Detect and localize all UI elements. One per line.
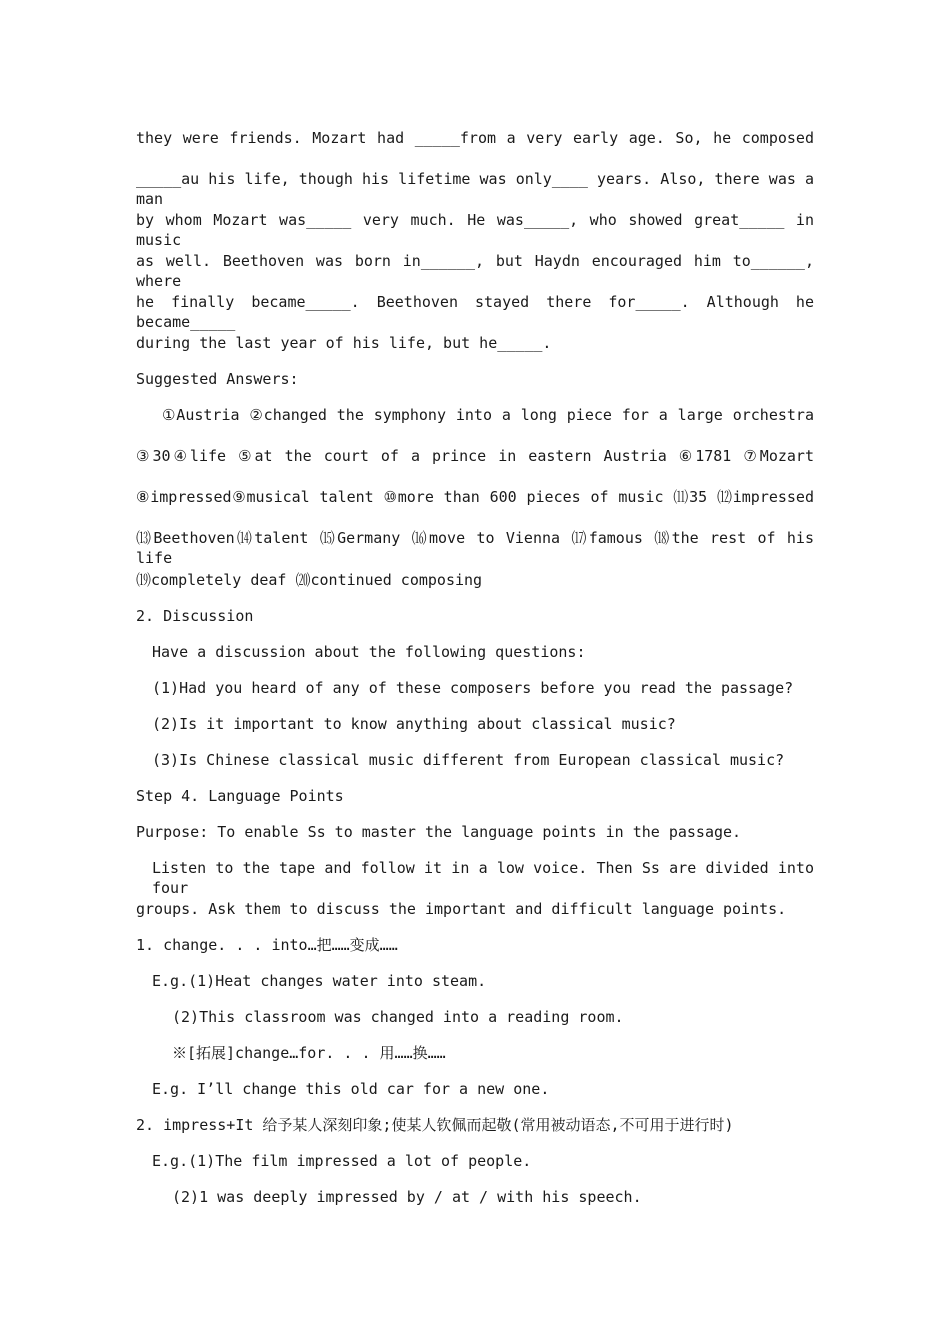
discussion-intro: Have a discussion about the following questions: [152,643,586,661]
answer-line-4: ⒀Beethoven⒁talent ⒂Germany ⒃move to Vienna ⒄famous ⒅the rest of his life [136,529,814,567]
point2-example-2: (2)1 was deeply impressed by / at / with his speech. [172,1188,642,1206]
discussion-question-3: (3)Is Chinese classical music different from European classical music? [152,751,785,769]
point1-example-3: E.g. I’ll change this old car for a new one. [152,1080,550,1098]
discussion-heading: 2. Discussion [136,607,254,625]
answer-line-5: ⒆completely deaf ⒇continued composing [136,571,483,589]
answer-line-2: ③30④life ⑤at the court of a prince in eastern Austria ⑥1781 ⑦Mozart [136,447,814,465]
answer-line-3: ⑧impressed⑨musical talent ⑩more than 600 pieces of music ⑾35 ⑿impressed [136,488,814,506]
point1-example-1: E.g.(1)Heat changes water into steam. [152,972,487,990]
passage-line-5: he finally became_____. Beethoven stayed there for_____. Although he became_____ [136,293,814,331]
passage-line-1: they were friends. Mozart had _____from a very early age. So, he composed [136,129,814,147]
point2-example-1: E.g.(1)The film impressed a lot of people. [152,1152,532,1170]
point1-title: 1. change. . . into…把……变成…… [136,936,398,954]
answer-line-1: ①Austria ②changed the symphony into a long piece for a large orchestra [162,406,814,424]
point1-example-2: (2)This classroom was changed into a reading room. [172,1008,624,1026]
point2-title: 2. impress+It 给予某人深刻印象;使某人钦佩而起敬(常用被动语态,不可用于进行时) [136,1116,734,1134]
passage-line-4: as well. Beethoven was born in______, but Haydn encouraged him to______, where [136,252,814,290]
passage-line-6: during the last year of his life, but he_____. [136,334,552,352]
step4-purpose: Purpose: To enable Ss to master the language points in the passage. [136,823,742,841]
passage-line-3: by whom Mozart was_____ very much. He was_____, who showed great_____ in music [136,211,814,249]
suggested-answers-heading: Suggested Answers: [136,370,299,388]
step4-heading: Step 4. Language Points [136,787,344,805]
passage-line-2: _____au his life, though his lifetime was only____ years. Also, there was a man [136,170,814,208]
discussion-question-1: (1)Had you heard of any of these composers before you read the passage? [152,679,794,697]
discussion-question-2: (2)Is it important to know anything about classical music? [152,715,676,733]
step4-listen-line-2: groups. Ask them to discuss the important and difficult language points. [136,900,787,918]
point1-extension: ※[拓展]change…for. . . 用……换…… [172,1044,446,1062]
step4-listen-line-1: Listen to the tape and follow it in a low voice. Then Ss are divided into four [152,859,814,897]
